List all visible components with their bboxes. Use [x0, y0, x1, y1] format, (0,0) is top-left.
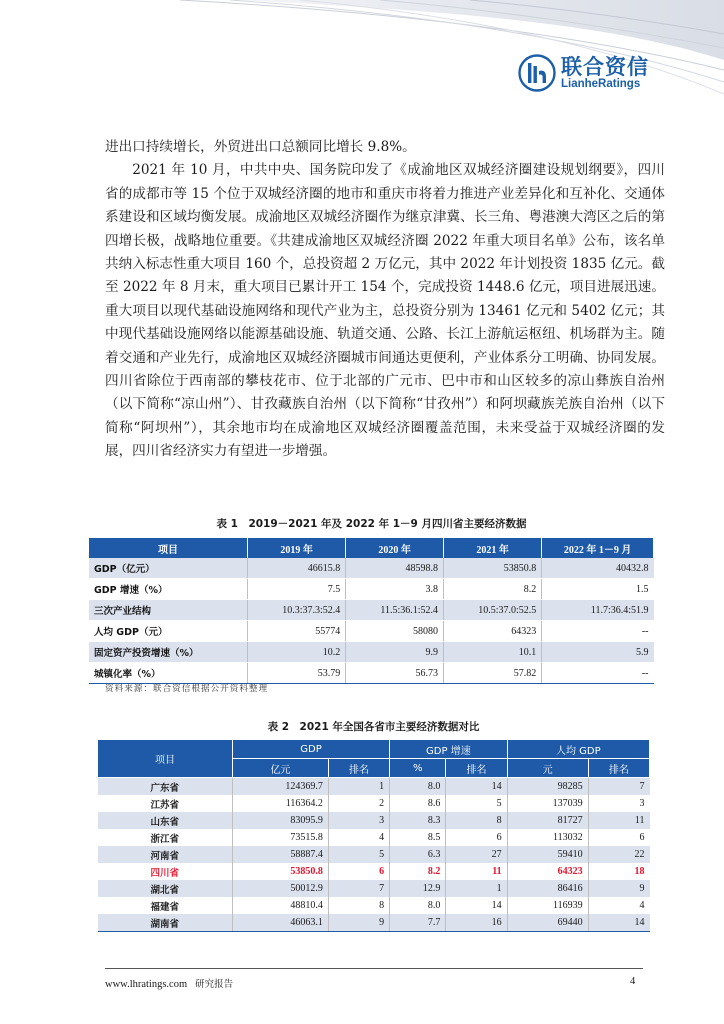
- cell: 9: [328, 914, 389, 932]
- row-label: 湖北省: [98, 880, 233, 897]
- cell: 11: [588, 812, 649, 829]
- cell: 8: [328, 897, 389, 914]
- cell: 14: [588, 914, 649, 932]
- cell: 3: [328, 812, 389, 829]
- cell: 64323: [444, 621, 542, 642]
- row-label: 江苏省: [98, 795, 233, 812]
- cell: 53850.8: [444, 558, 542, 579]
- cell: 83095.9: [233, 812, 329, 829]
- cell: 10.3:37.3:52.4: [248, 600, 346, 621]
- brand-logo[interactable]: [518, 54, 649, 92]
- footer-divider: [105, 968, 643, 969]
- table-row: [89, 579, 654, 600]
- cell: 81727: [507, 812, 588, 829]
- cell: 3: [588, 795, 649, 812]
- table1-header-cell: 2020 年: [346, 538, 444, 558]
- cell: 1: [328, 778, 389, 796]
- footer-url-link[interactable]: www.lhratings.com: [105, 979, 188, 990]
- cell: 11.7:36.4:51.9: [542, 600, 654, 621]
- cell: 6.3: [390, 846, 446, 863]
- cell: 5: [446, 795, 507, 812]
- table2-header-cell: GDP 增速: [390, 740, 508, 759]
- table2-group-header-row: [98, 740, 650, 759]
- row-label: 固定资产投资增速（%）: [89, 642, 248, 663]
- cell: 9: [588, 880, 649, 897]
- cell: 5.9: [542, 642, 654, 663]
- row-label: 广东省: [98, 778, 233, 796]
- table-row: [89, 621, 654, 642]
- table1: [89, 538, 654, 684]
- row-label: 三次产业结构: [89, 600, 248, 621]
- cell: 27: [446, 846, 507, 863]
- brand-name-en: LianheRatings: [561, 77, 641, 90]
- cell: 7: [328, 880, 389, 897]
- table2-header-cell: 人均 GDP: [507, 740, 649, 759]
- cell: 116939: [507, 897, 588, 914]
- lianhe-logo-icon: [518, 54, 556, 92]
- table2-sub-header-cell: 亿元: [233, 759, 329, 778]
- table1-header-cell: 2019 年: [248, 538, 346, 558]
- footer-label: 研究报告: [195, 979, 234, 990]
- cell: 1: [446, 880, 507, 897]
- cell: 116364.2: [233, 795, 329, 812]
- cell: 53.79: [248, 663, 346, 684]
- cell: 6: [588, 829, 649, 846]
- cell: 5: [328, 846, 389, 863]
- cell: 4: [328, 829, 389, 846]
- cell: 8.0: [390, 897, 446, 914]
- cell: 14: [446, 897, 507, 914]
- row-label: 山东省: [98, 812, 233, 829]
- row-label: GDP 增速（%）: [89, 579, 248, 600]
- cell: 3.8: [346, 579, 444, 600]
- cell: 55774: [248, 621, 346, 642]
- row-label: 人均 GDP（元）: [89, 621, 248, 642]
- cell: 22: [588, 846, 649, 863]
- paragraph: 进出口持续增长，外贸进出口总额同比增长 9.8%。: [105, 139, 416, 155]
- cell: 124369.7: [233, 778, 329, 796]
- table2-sub-header-cell: %: [390, 759, 446, 778]
- table2-sub-header-cell: 元: [507, 759, 588, 778]
- table2-header-cell: GDP: [233, 740, 390, 759]
- table2-caption: 表 2 2021 年全国各省市主要经济数据对比: [267, 721, 480, 733]
- cell: 86416: [507, 880, 588, 897]
- cell: 6: [446, 829, 507, 846]
- cell: 7.7: [390, 914, 446, 932]
- table1-header-row: [89, 538, 654, 558]
- row-label: GDP（亿元）: [89, 558, 248, 579]
- table2-sub-header-cell: 排名: [588, 759, 649, 778]
- cell: 7.5: [248, 579, 346, 600]
- cell: 40432.8: [542, 558, 654, 579]
- row-label: 城镇化率（%）: [89, 663, 248, 684]
- cell: 11.5:36.1:52.4: [346, 600, 444, 621]
- cell: 64323: [507, 863, 588, 880]
- cell: 8: [446, 812, 507, 829]
- cell: 137039: [507, 795, 588, 812]
- table2-header-cell: 项目: [98, 740, 233, 778]
- table-row: [98, 880, 650, 897]
- table-row: [89, 663, 654, 684]
- table1-source-note: 资料来源：联合资信根据公开资料整理: [105, 684, 269, 694]
- cell: 69440: [507, 914, 588, 932]
- row-label: 河南省: [98, 846, 233, 863]
- table1-header-cell: 2021 年: [444, 538, 542, 558]
- footer-left: [105, 976, 233, 990]
- cell: 8.5: [390, 829, 446, 846]
- cell: 6: [328, 863, 389, 880]
- table-row-highlighted: [98, 863, 650, 880]
- table-row: [98, 846, 650, 863]
- cell: 1.5: [542, 579, 654, 600]
- table1-header-cell: 2022 年 1－9 月: [542, 538, 654, 558]
- cell: 59410: [507, 846, 588, 863]
- table-row: [98, 914, 650, 932]
- cell: 53850.8: [233, 863, 329, 880]
- table-row: [98, 897, 650, 914]
- row-label: 浙江省: [98, 829, 233, 846]
- cell: 14: [446, 778, 507, 796]
- cell: 48598.8: [346, 558, 444, 579]
- table-row: [89, 642, 654, 663]
- table2-sub-header-cell: 排名: [446, 759, 507, 778]
- cell: 8.0: [390, 778, 446, 796]
- row-label: 湖南省: [98, 914, 233, 932]
- cell: 98285: [507, 778, 588, 796]
- row-label: 福建省: [98, 897, 233, 914]
- table2: [97, 739, 650, 932]
- cell: 57.82: [444, 663, 542, 684]
- cell: 56.73: [346, 663, 444, 684]
- table-row: [98, 778, 650, 796]
- cell: 9.9: [346, 642, 444, 663]
- cell: 12.9: [390, 880, 446, 897]
- cell: 58887.4: [233, 846, 329, 863]
- cell: 11: [446, 863, 507, 880]
- cell: 50012.9: [233, 880, 329, 897]
- table-row: [98, 795, 650, 812]
- cell: 10.2: [248, 642, 346, 663]
- table-row: [89, 558, 654, 579]
- page-number: 4: [630, 976, 636, 987]
- cell: 8.2: [444, 579, 542, 600]
- table-row: [89, 600, 654, 621]
- cell: 113032: [507, 829, 588, 846]
- cell: 58080: [346, 621, 444, 642]
- table1-header-cell: 项目: [89, 538, 248, 558]
- cell: 10.1: [444, 642, 542, 663]
- cell: 46615.8: [248, 558, 346, 579]
- table-row: [98, 812, 650, 829]
- cell: 48810.4: [233, 897, 329, 914]
- table-row: [98, 829, 650, 846]
- cell: 8.6: [390, 795, 446, 812]
- cell: 7: [588, 778, 649, 796]
- brand-name-cn: 联合资信: [561, 54, 649, 79]
- body-text: [105, 136, 665, 464]
- cell: 2: [328, 795, 389, 812]
- cell: 8.3: [390, 812, 446, 829]
- cell: --: [542, 663, 654, 684]
- paragraph: 2021 年 10 月，中共中央、国务院印发了《成渝地区双城经济圈建设规划纲要》，四川省的成都市等 15 个位于双城经济圈的地市和重庆市将着力推进产业差异化和互补化、交通体系建设和区域均衡发展。成渝地区双城经济圈作为继京津冀、长三角、粤港澳大湾区之后的第四增长极，战略地位重要。《共建成渝地区双城经济圈 2022 年重大项目名单》公布，该名单共纳入标志性重大项目 160 个，总投资超 2 万亿元，其中 2022 年计划投资 1835 亿元。截至 2022 年 8 月末，重大项目已累计开工 154 个，完成投资 1448.6 亿元，项目进展迅速。重大项目以现代基础设施网络和现代产业为主，总投资分别为 13461 亿元和 5402 亿元；其中现代基础设施网络以能源基础设施、轨道交通、公路、长江上游航运枢纽、机场群为主。随着交通和产业先行，成渝地区双城经济圈城市间通达更便利，产业体系分工明确、协同发展。四川省除位于西南部的攀枝花市、位于北部的广元市、巴中市和山区较多的凉山彝族自治州（以下简称“凉山州”）、甘孜藏族自治州（以下简称“甘孜州”）和阿坝藏族羌族自治州（以下简称“阿坝州”），其余地市均在成渝地区双城经济圈覆盖范围，未来受益于双城经济圈的发展，四川省经济实力有望进一步增强。: [105, 162, 665, 460]
- row-label: 四川省: [98, 863, 233, 880]
- cell: 46063.1: [233, 914, 329, 932]
- table2-sub-header-cell: 排名: [328, 759, 389, 778]
- table1-caption: 表 1 2019－2021 年及 2022 年 1－9 月四川省主要经济数据: [216, 518, 527, 530]
- cell: 8.2: [390, 863, 446, 880]
- cell: 16: [446, 914, 507, 932]
- cell: 10.5:37.0:52.5: [444, 600, 542, 621]
- cell: 4: [588, 897, 649, 914]
- cell: --: [542, 621, 654, 642]
- cell: 18: [588, 863, 649, 880]
- cell: 73515.8: [233, 829, 329, 846]
